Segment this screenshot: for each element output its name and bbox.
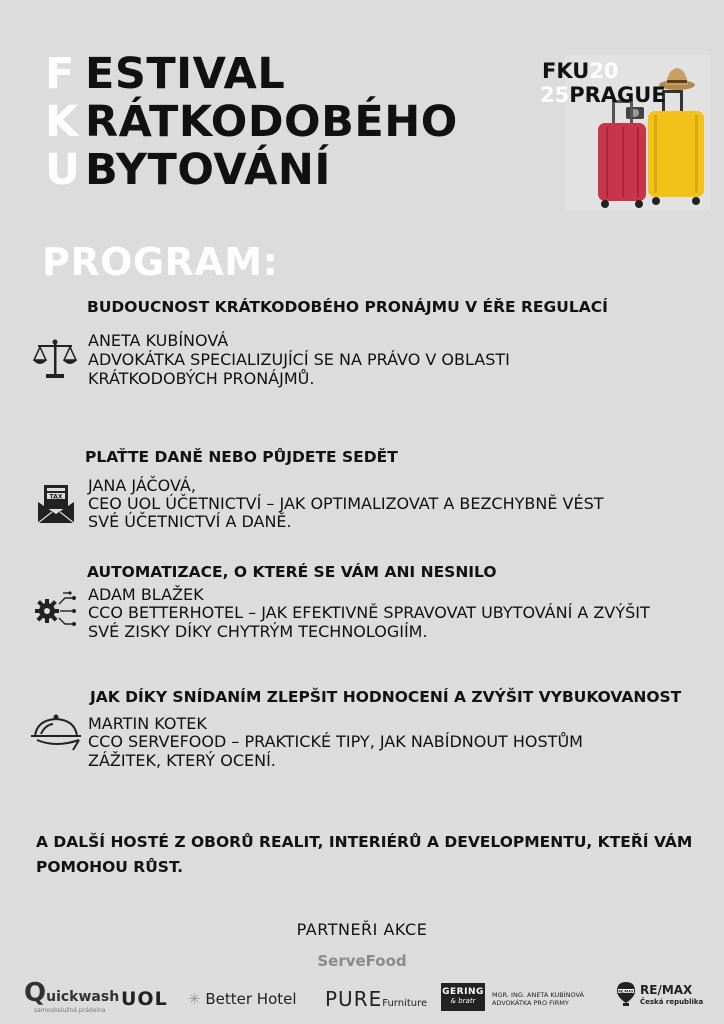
scales-icon [32, 338, 78, 384]
title-word-ubytovani: BYTOVÁNÍ [85, 145, 331, 195]
session-2-line-2: CEO UOL ÚČETNICTVÍ – JAK OPTIMALIZOVAT A BEZCHYBNĚ VÉST [88, 494, 604, 513]
quickwash-logo [24, 978, 120, 1014]
kubinova-logo: MGR. ING. ANETA KUBÍNOVÁ ADVOKÁTKA PRO FIRMY [492, 991, 584, 1007]
partners-logos: Quickwash samoobslužná prádelna UOL ✳ Better Hotel PUREFurniture GERING & bratr MGR. ING. ANETA KUBÍNOVÁ ADVOKÁTKA PRO FIRMY RE/MAX RE/MAX Česká republika [24, 978, 704, 1014]
session-2-title: PLAŤTE DANĚ NEBO PŮJDETE SEDĚT [85, 448, 398, 466]
title-initial-u: U [45, 145, 81, 195]
pure-logo: PUREFurniture [325, 987, 428, 1011]
session-2-line-1: JANA JÁČOVÁ, [88, 476, 196, 495]
quickwash-q: Q [24, 978, 47, 1008]
betterhotel-star-icon: ✳ [188, 990, 201, 1008]
session-1-line-2: ADVOKÁTKA SPECIALIZUJÍCÍ SE NA PRÁVO V OBLASTI [88, 350, 510, 369]
logo-line-1: FKU20 [542, 59, 619, 83]
session-3-line-1: ADAM BLAŽEK [88, 585, 204, 604]
session-1-line-3: KRÁTKODOBÝCH PRONÁJMŮ. [88, 369, 315, 388]
gering-logo: GERING & bratr [441, 983, 485, 1011]
session-3-line-2: CCO BETTERHOTEL – JAK EFEKTIVNĚ SPRAVOVAT UBYTOVÁNÍ A ZVÝŠIT [88, 603, 650, 622]
gear-circuit-icon [33, 590, 77, 636]
title-word-festival: ESTIVAL [85, 49, 286, 99]
servefood-logo: ServeFood [317, 952, 407, 970]
program-heading: PROGRAM: [42, 240, 279, 284]
uol-logo: UOL [121, 988, 168, 1010]
cloche-icon [29, 712, 83, 756]
logo-line-2: 25PRAGUE [540, 83, 666, 107]
svg-text:RE/MAX: RE/MAX [618, 989, 634, 994]
session-3-title: AUTOMATIZACE, O KTERÉ SE VÁM ANI NESNILO [87, 563, 497, 581]
quickwash-sub: samoobslužná prádelna [34, 1007, 106, 1014]
session-4-line-1: MARTIN KOTEK [88, 714, 207, 733]
session-4-line-3: ZÁŽITEK, KTERÝ OCENÍ. [88, 751, 276, 770]
remax-balloon-icon [616, 981, 636, 1007]
title-line-3 [45, 146, 331, 194]
session-4-line-2: CCO SERVEFOOD – PRAKTICKÉ TIPY, JAK NABÍDNOUT HOSTŮM [88, 732, 583, 751]
session-1-line-1: ANETA KUBÍNOVÁ [88, 331, 229, 350]
title-word-kratkodobeho: RÁTKODOBÉHO [85, 97, 458, 147]
betterhotel-logo: ✳ Better Hotel [188, 990, 297, 1008]
title-initial-k: K [45, 97, 79, 147]
title-line-1 [45, 50, 285, 98]
festival-logo [540, 55, 710, 210]
session-1-title: BUDOUCNOST KRÁTKODOBÉHO PRONÁJMU V ÉŘE REGULACÍ [87, 298, 608, 316]
title-initial-f: F [45, 49, 75, 99]
quickwash-name: uickwash [46, 989, 120, 1005]
partners-label: PARTNEŘI AKCE [296, 920, 428, 939]
svg-text:TAX: TAX [49, 493, 63, 501]
session-2-line-3: SVÉ ÚČETNICTVÍ A DANĚ. [88, 512, 292, 531]
closing-statement: A DALŠÍ HOSTÉ Z OBORŮ REALIT, INTERIÉRŮ A DEVELOPMENTU, KTEŘÍ VÁM POMOHOU RŮST. [36, 833, 693, 876]
tax-envelope-icon [37, 484, 75, 528]
title-line-2 [45, 98, 458, 146]
session-4-title: JAK DÍKY SNÍDANÍM ZLEPŠIT HODNOCENÍ A ZVÝŠIT VYBUKOVANOST [90, 688, 682, 706]
session-3-line-3: SVÉ ZISKY DÍKY CHYTRÝM TECHNOLOGIÍM. [88, 622, 428, 641]
